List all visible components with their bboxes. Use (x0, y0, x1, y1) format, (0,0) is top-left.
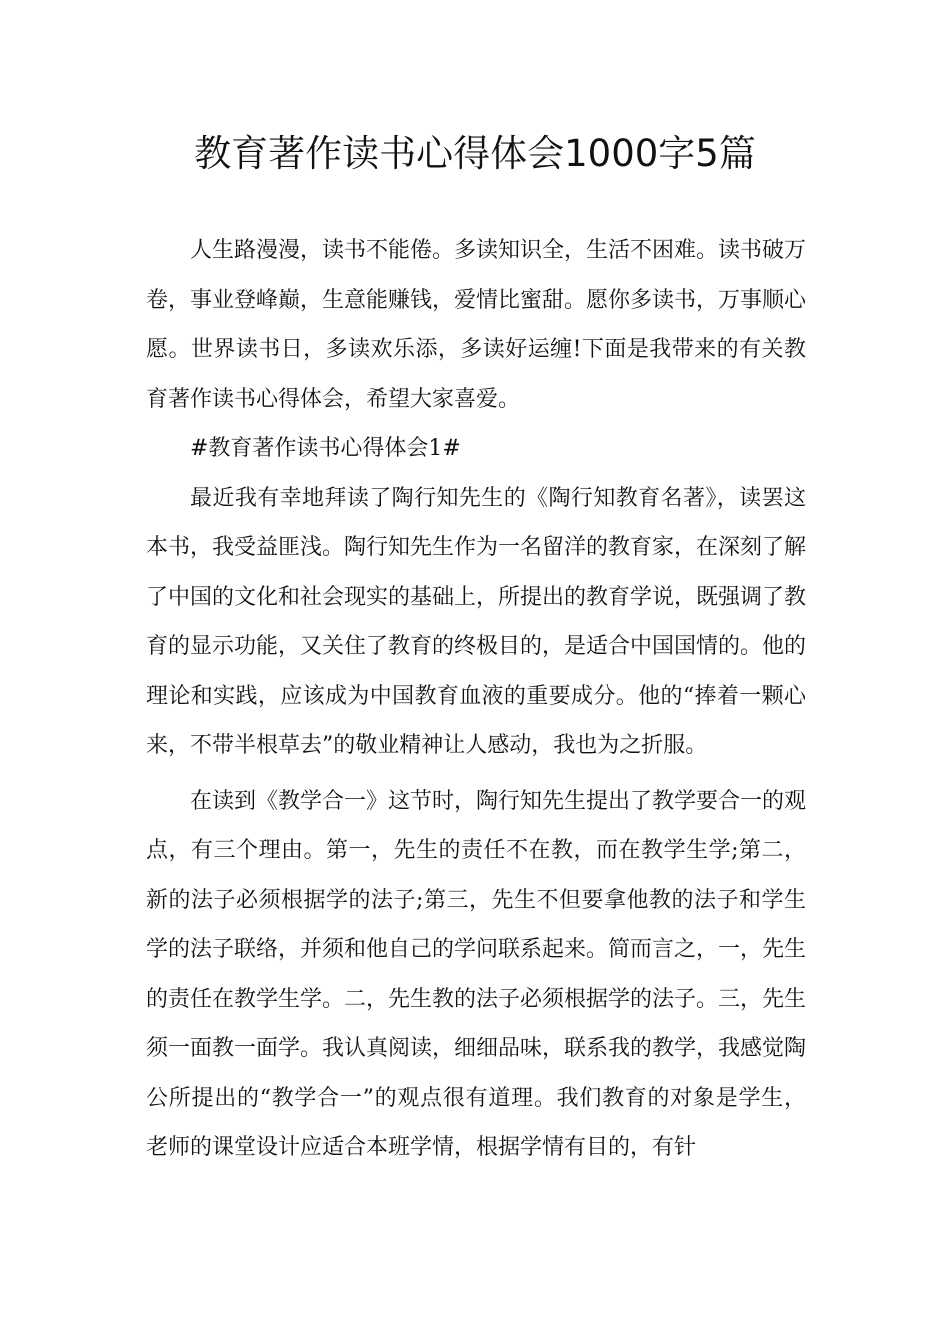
document-title: 教育著作读书心得体会1000字5篇 (194, 132, 756, 175)
document-body (146, 226, 806, 1173)
body-paragraph-1: 最近我有幸地拜读了陶行知先生的《陶行知教育名著》，读罢这本书，我受益匪浅。陶行知先生作为一名留洋的教育家，在深刻了解了中国的文化和社会现实的基础上，所提出的教育学说，既强调了教育的显示功能，又关住了教育的终极目的，是适合中国国情的。他的理论和实践，应该成为中国教育血液的重要成分。他的“捧着一颗心来，不带半根草去”的敬业精神让人感动，我也为之折服。 (146, 485, 807, 758)
section-heading: #教育著作读书心得体会1# (190, 436, 461, 461)
intro-paragraph: 人生路漫漫，读书不能倦。多读知识全，生活不困难。读书破万卷，事业登峰巅，生意能赚钱，爱情比蜜甜。愿你多读书，万事顺心愿。世界读书日，多读欢乐添，多读好运缠!下面是我带来的有关教育著作读书心得体会，希望大家喜爱。 (146, 238, 807, 412)
body-paragraph-2: 在读到《教学合一》这节时，陶行知先生提出了教学要合一的观点，有三个理由。第一，先生的责任不在教，而在教学生学;第二，新的法子必须根据学的法子;第三，先生不但要拿他教的法子和学生学的法子联络，并须和他自己的学问联系起来。简而言之，一，先生的责任在教学生学。二，先生教的法子必须根据学的法子。三，先生须一面教一面学。我认真阅读，细细品味，联系我的教学，我感觉陶公所提出的“教学合一”的观点很有道理。我们教育的对象是学生，老师的课堂设计应适合本班学情，根据学情有目的，有针 (146, 788, 807, 1160)
